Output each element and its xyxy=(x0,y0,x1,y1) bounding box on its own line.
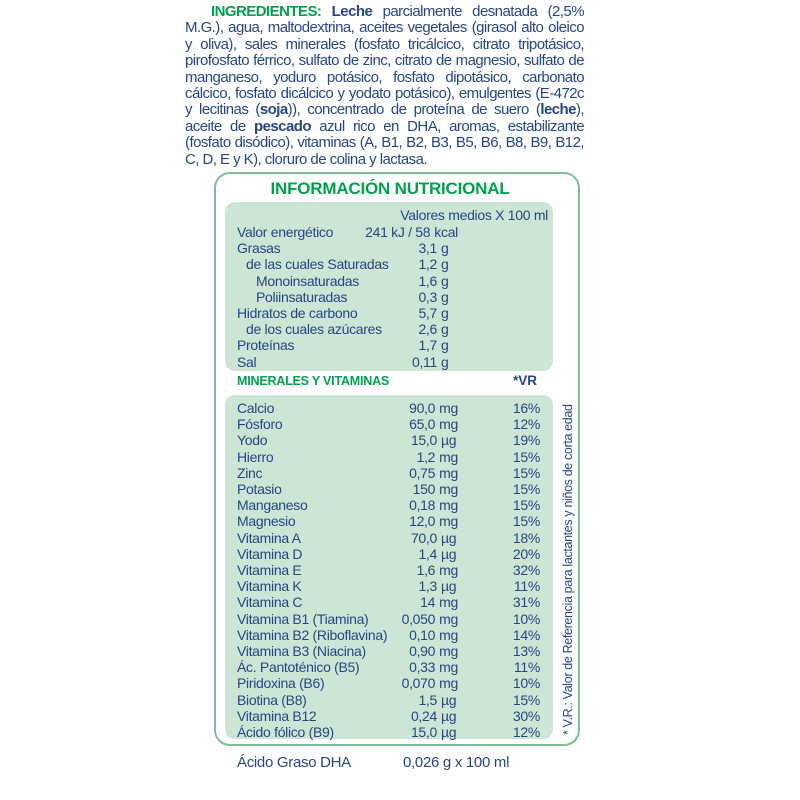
nutrient-label: Vitamina B1 (Tiamina) xyxy=(237,610,369,627)
nutrient-label: Biotina (B8) xyxy=(237,691,307,708)
nutrient-amount: 0,070 xyxy=(401,675,436,692)
nutrient-label: Vitamina B2 (Riboflavina) xyxy=(237,626,388,643)
nutrient-unit: mg xyxy=(439,675,458,692)
mineral-row xyxy=(225,449,553,465)
nutrient-unit: kcal xyxy=(434,224,458,240)
nutrient-vr-percent: 31% xyxy=(512,594,540,611)
mineral-row xyxy=(225,481,553,497)
nutrient-label: Calcio xyxy=(237,400,275,416)
ingredients-text-segment: leche xyxy=(540,101,576,119)
nutrient-amount: 0,050 xyxy=(401,610,436,627)
mineral-row xyxy=(225,465,553,481)
macro-row xyxy=(225,305,553,321)
nutrient-label: Vitamina D xyxy=(237,545,303,562)
macro-row xyxy=(225,354,553,370)
nutrient-unit: g xyxy=(441,272,449,289)
nutrient-amount: 90,0 xyxy=(409,400,436,416)
nutrient-amount: 0,18 xyxy=(409,497,436,514)
nutrient-label: Vitamina E xyxy=(237,562,302,579)
nutrient-label: Sal xyxy=(237,353,257,370)
nutrient-vr-percent: 12% xyxy=(512,724,540,741)
mineral-row xyxy=(225,546,553,562)
mineral-row xyxy=(225,432,553,448)
nutrient-vr-percent: 15% xyxy=(512,691,540,708)
minerals-vitamins-header xyxy=(225,373,553,388)
nutrient-amount: 0,10 xyxy=(409,626,436,643)
nutrient-label: Ác. Pantoténico (B5) xyxy=(237,659,360,676)
nutrient-label: Piridoxina (B6) xyxy=(237,675,325,692)
nutrient-amount: 2,6 xyxy=(418,321,437,338)
mineral-row xyxy=(225,627,553,643)
nutrient-amount: 0,3 xyxy=(418,288,437,305)
nutrient-unit: g xyxy=(441,321,449,338)
nutrient-unit: µg xyxy=(441,707,457,724)
nutrient-label: Magnesio xyxy=(237,513,296,530)
nutrient-vr-percent: 18% xyxy=(512,529,540,546)
mineral-row xyxy=(225,562,553,578)
dha-value: 0,026 g x 100 ml xyxy=(403,754,510,771)
nutrient-label: Hidratos de carbono xyxy=(237,305,358,322)
nutrient-label: Vitamina C xyxy=(237,594,303,611)
nutrient-unit: mg xyxy=(439,416,458,433)
nutrient-vr-percent: 12% xyxy=(512,416,540,433)
nutrient-unit: g xyxy=(441,353,449,370)
nutrient-label: Potasio xyxy=(237,481,282,498)
mineral-row xyxy=(225,530,553,546)
nutrient-unit: µg xyxy=(441,529,457,546)
macros-box xyxy=(225,202,553,371)
nutrient-vr-percent: 32% xyxy=(512,562,540,579)
nutrient-label: Fósforo xyxy=(237,416,283,433)
nutrient-amount: 15,0 xyxy=(410,432,437,449)
nutrient-label: de los cuales azúcares xyxy=(246,321,382,338)
nutrient-vr-percent: 15% xyxy=(512,448,540,465)
nutrient-unit: mg xyxy=(439,497,458,514)
nutrient-amount: 1,6 xyxy=(416,562,436,579)
nutrient-label: Grasas xyxy=(237,240,281,257)
mineral-row xyxy=(225,675,553,691)
nutrient-amount: 1,3 xyxy=(418,578,437,595)
macro-row xyxy=(225,273,553,289)
nutrient-vr-percent: 11% xyxy=(513,659,540,676)
nutrient-amount: 5,7 xyxy=(418,305,437,322)
nutrient-unit: µg xyxy=(441,578,457,595)
nutrient-unit: g xyxy=(441,256,449,273)
nutrient-unit: µg xyxy=(441,724,457,741)
mineral-row xyxy=(225,724,553,740)
nutrient-amount: 0,11 xyxy=(411,353,437,370)
nutrient-unit: mg xyxy=(439,643,458,660)
nutrient-amount: 0,24 xyxy=(410,707,437,724)
mineral-row xyxy=(225,611,553,627)
ingredients-text-segment: )), concentrado de proteína de suero ( xyxy=(287,101,541,119)
nutrient-vr-percent: 20% xyxy=(512,545,540,562)
macro-row xyxy=(225,321,553,337)
nutrient-vr-percent: 13% xyxy=(512,643,540,660)
macro-row xyxy=(225,224,553,240)
mineral-row xyxy=(225,416,553,432)
nutrient-label: Vitamina A xyxy=(237,529,301,546)
dha-footer-row xyxy=(237,754,510,771)
nutrient-amount: 14 xyxy=(420,594,436,611)
nutrient-amount: 0,33 xyxy=(409,659,436,676)
macro-row xyxy=(225,256,553,272)
nutrient-unit: mg xyxy=(439,481,458,498)
nutrient-vr-percent: 15% xyxy=(512,497,540,514)
nutrient-label: Valor energético xyxy=(237,224,334,240)
dha-label: Ácido Graso DHA xyxy=(237,754,351,771)
nutrient-amount: 1,6 xyxy=(418,272,437,289)
nutrient-amount: 0,75 xyxy=(409,464,436,481)
macro-row xyxy=(225,337,553,353)
nutrient-label: Vitamina K xyxy=(237,578,302,595)
nutrient-vr-percent: 30% xyxy=(512,707,540,724)
nutrient-vr-percent: 15% xyxy=(512,481,540,498)
vr-column-header: *VR xyxy=(512,373,537,388)
ingredients-text-segment: parcialmente desnatada (2,5% M.G.), agua, maltodextrina, aceites vegetales (girasol alto oleico y oliva), sales minerales (fosfato tricálcico, citrato tripotásico, pirofosfato férrico, sulfato de zinc, citrato de magnesio, sulfato de manganeso, yoduro potásico, fosfato dipotásico, carbonato cálcico, fosfato dicálcico y yodato potásico), emulgentes (E-472c y lecitinas ( xyxy=(185,3,584,119)
nutrient-label: de las cuales Saturadas xyxy=(246,256,389,273)
nutrient-unit: µg xyxy=(441,432,457,449)
mineral-row xyxy=(225,643,553,659)
nutrient-unit: g xyxy=(441,305,449,322)
nutrient-vr-percent: 11% xyxy=(513,578,540,595)
mineral-row xyxy=(225,708,553,724)
vr-footnote-vertical: * V.R.: Valor de Referencia para lactantes y niños de corta edad xyxy=(561,404,575,735)
nutrient-amount: 65,0 xyxy=(409,416,436,433)
values-per-100ml-header: Valores medios X 100 ml xyxy=(400,207,548,223)
nutrient-label: Proteínas xyxy=(237,337,295,354)
nutrient-unit: mg xyxy=(439,626,458,643)
ingredients-text-segment: pescado xyxy=(253,117,311,135)
nutrient-amount: 70,0 xyxy=(410,529,437,546)
macro-row xyxy=(225,240,553,256)
nutrient-unit: mg xyxy=(439,659,458,676)
mineral-row xyxy=(225,513,553,529)
nutrient-unit: g xyxy=(441,337,449,354)
nutrition-title: INFORMACIÓN NUTRICIONAL xyxy=(270,179,510,198)
nutrient-unit: µg xyxy=(441,545,457,562)
nutrient-unit: mg xyxy=(439,594,458,611)
nutrient-vr-percent: 15% xyxy=(512,513,540,530)
nutrient-label: Ácido fólico (B9) xyxy=(237,724,334,741)
mineral-row xyxy=(225,497,553,513)
nutrient-unit: µg xyxy=(441,691,457,708)
nutrient-label: Vitamina B12 xyxy=(237,707,317,724)
nutrient-label: Poliinsaturadas xyxy=(256,288,348,305)
ingredients-text-segment: soja xyxy=(259,101,288,119)
nutrient-unit: mg xyxy=(439,464,458,481)
nutrient-amount: 1,2 xyxy=(418,256,437,273)
ingredients-text-segment: INGREDIENTES: xyxy=(211,3,332,20)
minerals-vitamins-label: MINERALES Y VITAMINAS xyxy=(237,374,390,388)
nutrient-label: Monoinsaturadas xyxy=(256,272,359,289)
nutrient-vr-percent: 19% xyxy=(512,432,540,449)
ingredients-text-segment: azul rico en DHA, aromas, estabilizante (fosfato disódico), vitaminas (A, B1, B2, B3, B5, B6, B8, B9, B12, C, D, E y K), cloruro de colina y lactasa. xyxy=(185,117,584,168)
nutrient-amount: 1,2 xyxy=(416,448,436,465)
nutrient-amount: 1,5 xyxy=(418,691,437,708)
mineral-row xyxy=(225,659,553,675)
nutrient-unit: mg xyxy=(439,448,458,465)
nutrient-amount: 150 xyxy=(412,481,436,498)
ingredients-paragraph xyxy=(185,4,584,168)
ingredients-text-segment: ), aceite de xyxy=(185,101,585,135)
nutrient-label: Yodo xyxy=(237,432,268,449)
mineral-row xyxy=(225,692,553,708)
nutrient-amount: 3,1 xyxy=(418,240,437,257)
nutrient-unit: mg xyxy=(439,513,458,530)
mineral-row xyxy=(225,594,553,610)
macro-row xyxy=(225,289,553,305)
nutrient-unit: mg xyxy=(439,562,458,579)
nutrient-amount: 1,7 xyxy=(418,337,437,354)
nutrient-label: Zinc xyxy=(237,464,263,481)
nutrient-amount: 15,0 xyxy=(410,724,437,741)
nutrient-label: Hierro xyxy=(237,448,274,465)
nutrient-vr-percent: 15% xyxy=(512,464,540,481)
nutrient-amount: 241 kJ / 58 xyxy=(365,224,431,240)
nutrient-unit: mg xyxy=(439,400,458,416)
nutrient-unit: g xyxy=(441,288,449,305)
nutrient-vr-percent: 10% xyxy=(512,610,540,627)
nutrient-label: Vitamina B3 (Niacina) xyxy=(237,643,366,660)
nutrient-unit: mg xyxy=(439,610,458,627)
nutrition-panel xyxy=(214,172,580,746)
mineral-row xyxy=(225,578,553,594)
nutrient-label: Manganeso xyxy=(237,497,308,514)
ingredients-text-segment: Leche xyxy=(331,3,373,20)
macros-rows xyxy=(225,224,553,370)
nutrient-vr-percent: 10% xyxy=(512,675,540,692)
nutrient-amount: 0,90 xyxy=(409,643,436,660)
nutrient-amount: 1,4 xyxy=(418,545,437,562)
nutrient-unit: g xyxy=(441,240,449,257)
mineral-row xyxy=(225,400,553,416)
nutrient-vr-percent: 14% xyxy=(512,626,540,643)
nutrient-amount: 12,0 xyxy=(409,513,436,530)
minerals-box xyxy=(225,395,553,739)
nutrient-vr-percent: 16% xyxy=(512,400,540,416)
